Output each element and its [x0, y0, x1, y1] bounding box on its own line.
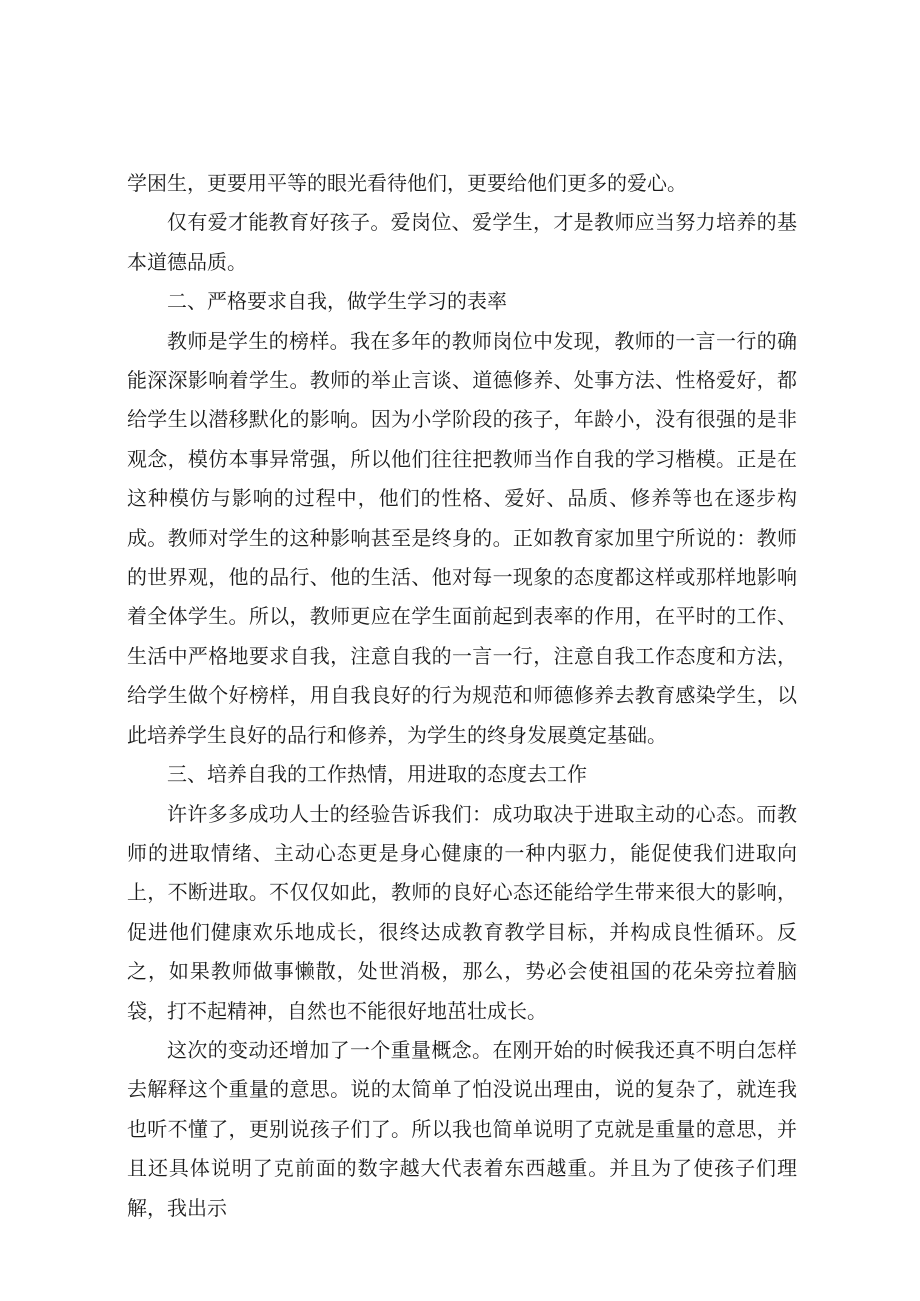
paragraph-weight-concept: 这次的变动还增加了一个重量概念。在刚开始的时候我还真不明白怎样去解释这个重量的意思。说的太简单了怕没说出理由，说的复杂了，就连我也听不懂了，更别说孩子们了。所以我也简单说明了克就是重量的意思，并且还具体说明了克前面的数字越大代表着东西越重。并且为了使孩子们理解，我出示 [127, 1037, 797, 1220]
section-heading-2: 二、严格要求自我，做学生学习的表率 [167, 289, 507, 314]
paragraph-continuation: 学困生，更要用平等的眼光看待他们，更要给他们更多的爱心。 [127, 171, 687, 195]
paragraph-teacher-role-model: 教师是学生的榜样。我在多年的教师岗位中发现，教师的一言一行的确能深深影响着学生。教师的举止言谈、道德修养、处事方法、性格爱好，都给学生以潜移默化的影响。因为小学阶段的孩子，年龄小，没有很强的是非观念，模仿本事异常强，所以他们往往把教师当作自我的学习楷模。正是在这种模仿与影响的过程中，他们的性格、爱好、品质、修养等也在逐步构成。教师对学生的这种影响甚至是终身的。正如教育家加里宁所说的：教师的世界观，他的品行、他的生活、他对每一现象的态度都这样或那样地影响着全体学生。所以，教师更应在学生面前起到表率的作用，在平时的工作、生活中严格地要求自我，注意自我的一言一行，注意自我工作态度和方法，给学生做个好榜样，用自我良好的行为规范和师德修养去教育感染学生，以此培养学生良好的品行和修养，为学生的终身发展奠定基础。 [127, 328, 797, 747]
section-heading-3: 三、培养自我的工作热情，用进取的态度去工作 [167, 762, 587, 787]
paragraph-love-education: 仅有爱才能教育好孩子。爱岗位、爱学生，才是教师应当努力培养的基本道德品质。 [127, 210, 797, 274]
paragraph-positive-attitude: 许许多多成功人士的经验告诉我们：成功取决于进取主动的心态。而教师的进取情绪、主动心态更是身心健康的一种内驱力，能促使我们进取向上，不断进取。不仅仅如此，教师的良好心态还能给学生带来很大的影响，促进他们健康欢乐地成长，很终达成教育教学目标，并构成良性循环。反之，如果教师做事懒散，处世消极，那么，势必会使祖国的花朵旁拉着脑袋，打不起精神，自然也不能很好地茁壮成长。 [127, 801, 797, 1023]
document-body [127, 164, 797, 1228]
